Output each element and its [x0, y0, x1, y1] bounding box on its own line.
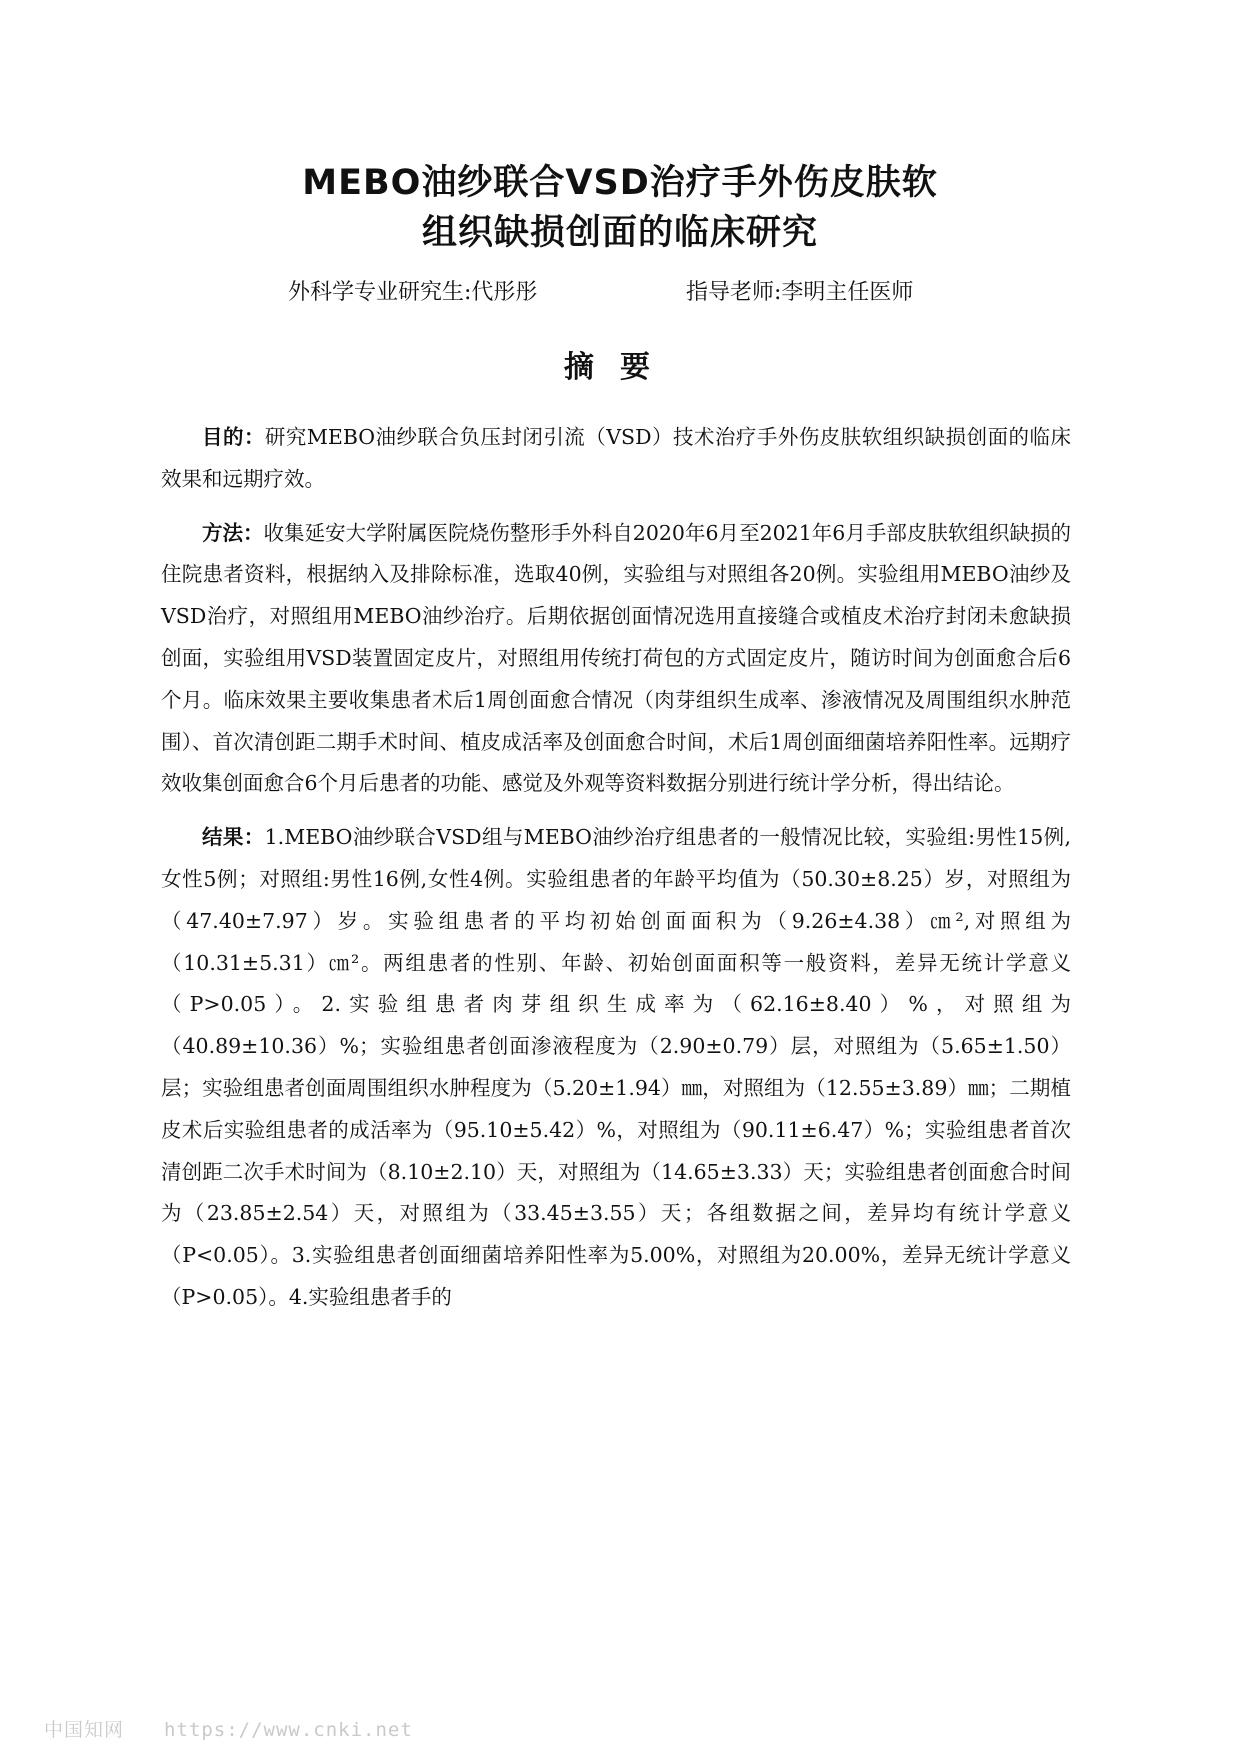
paper-title-line-1: MEBO油纱联合VSD治疗手外伤皮肤软 — [302, 163, 938, 203]
watermark-site-name: 中国知网 — [44, 1719, 125, 1741]
watermark-url: https://www.cnki.net — [164, 1719, 413, 1741]
methods-label: 方法： — [202, 520, 264, 545]
paper-title-line-2: 组织缺损创面的临床研究 — [421, 213, 818, 253]
abstract-paragraph-methods — [161, 513, 1071, 806]
cnki-watermark — [44, 1715, 413, 1742]
objective-label: 目的： — [202, 425, 265, 449]
abstract-paragraph-results — [161, 817, 1071, 1319]
author-advisor: 指导老师:李明主任医师 — [686, 280, 914, 305]
objective-text: 研究MEBO油纱联合负压封闭引流（VSD）技术治疗手外伤皮肤软组织缺损创面的临床效果和远期疗效。 — [161, 425, 1071, 491]
abstract-heading: 摘要 — [564, 350, 676, 385]
author-student: 外科学专业研究生:代彤彤 — [288, 280, 538, 305]
results-text: 1.MEBO油纱联合VSD组与MEBO油纱治疗组患者的一般情况比较，实验组:男性15例,女性5例；对照组:男性16例,女性4例。实验组患者的年龄平均值为（50.30±8.25）岁，对照组为（47.40±7.97）岁。实验组患者的平均初始创面面积为（9.26±4.38）㎝²,对照组为（10.31±5.31）㎝²。两组患者的性别、年龄、初始创面面积等一般资料，差异无统计学意义（P>0.05）。2.实验组患者肉芽组织生成率为（62.16±8.40）%，对照组为（40.89±10.36）%；实验组患者创面渗液程度为（2.90±0.79）层，对照组为（5.65±1.50）层；实验组患者创面周围组织水肿程度为（5.20±1.94）㎜，对照组为（12.55±3.89）㎜；二期植皮术后实验组患者的成活率为（95.10±5.42）%，对照组为（90.11±6.47）%；实验组患者首次清创距二次手术时间为（8.10±2.10）天，对照组为（14.65±3.33）天；实验组患者创面愈合时间为（23.85±2.54）天，对照组为（33.45±3.55）天；各组数据之间，差异均有统计学意义（P<0.05）。3.实验组患者创面细菌培养阳性率为5.00%，对照组为20.00%，差异无统计学意义（P>0.05）。4.实验组患者手的 — [161, 825, 1072, 1309]
results-label: 结果： — [202, 825, 265, 850]
abstract-body — [161, 417, 1071, 1331]
abstract-paragraph-objective — [161, 417, 1071, 501]
methods-text: 收集延安大学附属医院烧伤整形手外科自2020年6月至2021年6月手部皮肤软组织缺损的住院患者资料，根据纳入及排除标准，选取40例，实验组与对照组各20例。实验组用MEBO油纱及VSD治疗，对照组用MEBO油纱治疗。后期依据创面情况选用直接缝合或植皮术治疗封闭未愈缺损创面，实验组用VSD装置固定皮片，对照组用传统打荷包的方式固定皮片，随访时间为创面愈合后6个月。临床效果主要收集患者术后1周创面愈合情况（肉芽组织生成率、渗液情况及周围组织水肿范围）、首次清创距二期手术时间、植皮成活率及创面愈合时间，术后1周创面细菌培养阳性率。远期疗效收集创面愈合6个月后患者的功能、感觉及外观等资料数据分别进行统计学分析，得出结论。 — [161, 520, 1071, 796]
